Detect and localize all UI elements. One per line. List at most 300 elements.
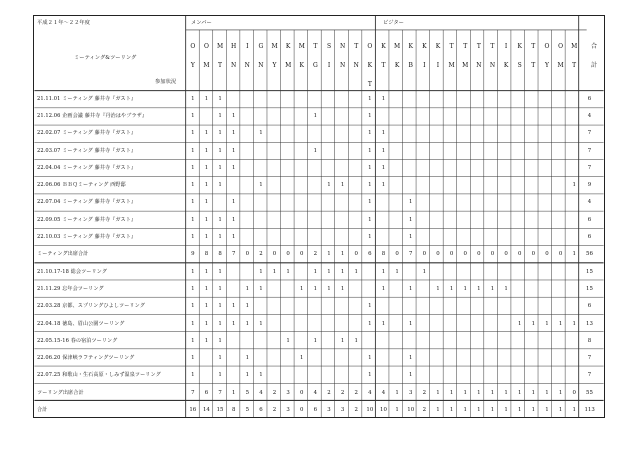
person-initial: N	[353, 62, 359, 69]
attendance-cell: 1	[572, 182, 576, 189]
attendance-cell: 1	[517, 320, 522, 327]
attendance-cell: 1	[558, 320, 563, 327]
attendance-cell: 1	[286, 337, 290, 344]
person-initial: B	[408, 62, 413, 69]
sheet-title: ミーティング&ツーリング	[74, 55, 137, 61]
person-initial: O	[190, 43, 196, 50]
attendance-cell: 0	[354, 251, 358, 258]
attendance-cell: 1	[531, 389, 536, 396]
person-initial: T	[463, 43, 468, 50]
attendance-cell: 1	[545, 320, 549, 327]
attendance-cell: 0	[531, 251, 536, 258]
attendance-cell: 15	[216, 407, 224, 414]
person-initial: K	[517, 43, 522, 50]
attendance-cell: 1	[381, 182, 386, 189]
person-initial: M	[203, 62, 210, 69]
attendance-cell: 3	[327, 407, 331, 414]
person-initial: I	[436, 62, 440, 69]
event-row-label: 22.02.07 ミーティング 藤井寺『ガスト』	[37, 130, 137, 137]
attendance-cell: 1	[436, 285, 440, 292]
person-initial: K	[367, 62, 373, 69]
person-initial: T	[490, 43, 495, 50]
attendance-cell: 1	[259, 320, 263, 327]
attendance-cell: 1	[558, 389, 563, 396]
attendance-cell: 1	[409, 320, 413, 327]
attendance-cell: 1	[191, 199, 195, 206]
members-group-label: メンバー	[191, 20, 212, 26]
attendance-cell: 14	[202, 407, 210, 414]
attendance-cell: 0	[449, 251, 454, 258]
total-header-top: 合	[590, 43, 597, 50]
attendance-cell: 1	[231, 234, 236, 241]
row-total-cell: 4	[587, 112, 592, 119]
attendance-cell: 1	[409, 234, 413, 241]
attendance-cell: 1	[231, 199, 236, 206]
attendance-cell: 3	[286, 389, 290, 396]
attendance-cell: 1	[245, 320, 249, 327]
attendance-cell: 0	[300, 251, 304, 258]
row-total-cell: 7	[587, 147, 592, 154]
attendance-cell: 1	[191, 147, 195, 154]
attendance-cell: 1	[191, 164, 195, 171]
event-row-label: 21.11.29 忘年会ツーリング	[37, 285, 104, 292]
attendance-cell: 1	[300, 285, 304, 292]
attendance-cell: 1	[245, 285, 249, 292]
attendance-cell: 1	[218, 164, 222, 171]
attendance-cell: 1	[218, 216, 222, 223]
attendance-cell: 1	[231, 164, 236, 171]
attendance-cell: 0	[517, 251, 522, 258]
attendance-cell: 1	[204, 303, 209, 310]
attendance-cell: 1	[218, 182, 222, 189]
row-total-cell: 113	[584, 407, 595, 414]
attendance-cell: 1	[409, 355, 413, 362]
attendance-cell: 1	[545, 407, 549, 414]
attendance-cell: 1	[368, 112, 372, 119]
person-initial: Y	[272, 62, 277, 69]
row-total-cell: 15	[586, 268, 593, 275]
attendance-cell: 1	[477, 389, 481, 396]
attendance-cell: 1	[463, 389, 467, 396]
attendance-cell: 1	[231, 130, 236, 137]
person-initial: O	[367, 43, 373, 50]
attendance-cell: 1	[259, 130, 263, 137]
summary-row-label: ツーリング出席合計	[37, 389, 84, 396]
attendance-cell: 0	[300, 389, 304, 396]
attendance-cell: 10	[380, 407, 387, 414]
event-row-label: 21.12.06 企画会議 藤井寺『丹治はやブラザ』	[37, 112, 148, 119]
person-initial: N	[244, 62, 250, 69]
person-initial: S	[517, 62, 522, 69]
attendance-cell: 1	[409, 199, 413, 206]
attendance-cell: 1	[218, 285, 222, 292]
attendance-cell: 1	[191, 216, 195, 223]
attendance-cell: 1	[368, 130, 372, 137]
attendance-cell: 2	[354, 389, 358, 396]
person-initial: N	[231, 62, 237, 69]
attendance-cell: 8	[231, 407, 236, 414]
attendance-cell: 1	[368, 303, 372, 310]
person-initial: O	[558, 43, 563, 50]
attendance-cell: 1	[477, 407, 481, 414]
attendance-cell: 2	[422, 407, 427, 414]
attendance-cell: 0	[490, 251, 495, 258]
attendance-cell: 1	[218, 320, 222, 327]
attendance-cell: 1	[286, 268, 290, 275]
attendance-cell: 3	[409, 389, 413, 396]
person-initial: M	[462, 62, 469, 69]
attendance-cell: 1	[504, 407, 508, 414]
event-row-label: 22.03.28 京都、スプリングひよしツーリング	[37, 303, 145, 310]
attendance-cell: 1	[231, 147, 236, 154]
event-row-label: 22.06.20 保津峡ラフティングツーリング	[37, 355, 135, 362]
attendance-cell: 1	[204, 130, 209, 137]
attendance-cell: 1	[409, 372, 413, 379]
person-initial: K	[285, 43, 291, 50]
attendance-cell: 1	[231, 389, 236, 396]
row-total-cell: 7	[587, 355, 592, 362]
person-initial: H	[231, 43, 237, 50]
attendance-cell: 1	[409, 216, 413, 223]
attendance-cell: 2	[354, 407, 358, 414]
attendance-cell: 1	[204, 337, 209, 344]
attendance-cell: 2	[259, 251, 263, 258]
person-initial: G	[258, 43, 264, 50]
attendance-cell: 0	[422, 251, 427, 258]
attendance-cell: 1	[259, 268, 263, 275]
attendance-sheet	[33, 15, 605, 418]
attendance-cell: 0	[300, 407, 304, 414]
attendance-cell: 0	[286, 251, 290, 258]
attendance-cell: 2	[272, 407, 277, 414]
attendance-cell: 1	[191, 95, 195, 102]
attendance-cell: 1	[381, 268, 386, 275]
attendance-cell: 0	[272, 251, 277, 258]
attendance-cell: 8	[204, 251, 209, 258]
attendance-cell: 1	[340, 337, 345, 344]
attendance-cell: 4	[368, 389, 372, 396]
attendance-cell: 1	[449, 389, 454, 396]
person-initial: I	[423, 62, 426, 69]
attendance-cell: 1	[436, 407, 440, 414]
attendance-cell: 1	[191, 372, 195, 379]
attendance-cell: 1	[191, 182, 195, 189]
attendance-cell: 1	[204, 182, 209, 189]
attendance-cell: 6	[259, 407, 263, 414]
attendance-cell: 5	[245, 407, 249, 414]
visitors-group-label: ビジター	[383, 20, 404, 26]
attendance-cell: 1	[381, 285, 386, 292]
row-total-cell: 6	[587, 303, 592, 310]
person-initial: T	[218, 62, 223, 69]
row-total-cell: 4	[587, 199, 592, 206]
attendance-cell: 1	[259, 182, 263, 189]
attendance-cell: 1	[231, 112, 236, 119]
event-row-label: 22.04.18 徳島、眉山公園ツーリング	[37, 320, 125, 327]
person-initial: Y	[544, 62, 549, 69]
attendance-cell: 1	[531, 320, 536, 327]
attendance-cell: 8	[218, 251, 222, 258]
attendance-cell: 1	[300, 355, 304, 362]
person-initial: M	[557, 62, 564, 69]
person-initial: M	[271, 43, 278, 50]
attendance-cell: 1	[381, 320, 386, 327]
attendance-cell: 1	[191, 303, 195, 310]
attendance-cell: 1	[191, 355, 195, 362]
attendance-cell: 1	[191, 320, 195, 327]
attendance-cell: 1	[204, 199, 209, 206]
person-initial: S	[326, 43, 332, 50]
attendance-cell: 1	[531, 407, 536, 414]
attendance-cell: 1	[368, 147, 372, 154]
person-initial: M	[285, 62, 292, 69]
attendance-cell: 1	[381, 130, 386, 137]
person-initial: N	[340, 62, 346, 69]
attendance-cell: 1	[572, 407, 576, 414]
row-total-cell: 7	[587, 130, 592, 137]
attendance-cell: 1	[327, 182, 331, 189]
attendance-cell: 1	[204, 216, 209, 223]
person-initial: K	[394, 62, 400, 69]
attendance-cell: 1	[504, 389, 508, 396]
attendance-cell: 0	[395, 251, 399, 258]
attendance-cell: 1	[463, 285, 467, 292]
event-row-label: 22.09.05 ミーティング 藤井寺『ガスト』	[37, 216, 137, 223]
attendance-cell: 1	[204, 320, 209, 327]
person-initial: I	[504, 43, 508, 50]
person-initial: M	[298, 43, 305, 50]
event-row-label: 22.10.03 ミーティング 藤井寺『ガスト』	[37, 234, 137, 241]
row-total-cell: 13	[586, 320, 593, 327]
attendance-cell: 1	[409, 285, 413, 292]
attendance-cell: 9	[191, 251, 195, 258]
person-initial: M	[394, 43, 401, 50]
attendance-cell: 1	[245, 303, 249, 310]
attendance-cell: 1	[204, 234, 209, 241]
person-initial: N	[476, 62, 482, 69]
attendance-cell: 1	[204, 285, 209, 292]
attendance-cell: 1	[517, 389, 522, 396]
attendance-cell: 1	[313, 285, 318, 292]
person-initial: T	[354, 43, 359, 50]
person-initial: T	[476, 43, 481, 50]
event-row-label: 21.11.01 ミーティング 藤井寺『ガスト』	[37, 95, 137, 102]
attendance-cell: 6	[313, 407, 318, 414]
attendance-cell: 2	[313, 251, 318, 258]
attendance-cell: 1	[354, 268, 358, 275]
attendance-cell: 16	[189, 407, 197, 414]
attendance-cell: 1	[327, 251, 331, 258]
person-initial: K	[381, 43, 386, 50]
attendance-cell: 1	[449, 407, 454, 414]
total-header-bottom: 計	[590, 62, 597, 69]
attendance-cell: 1	[313, 147, 318, 154]
attendance-cell: 1	[368, 216, 372, 223]
attendance-cell: 1	[191, 337, 195, 344]
attendance-cell: 0	[545, 251, 549, 258]
attendance-cell: 1	[381, 164, 386, 171]
attendance-cell: 1	[381, 147, 386, 154]
attendance-cell: 1	[245, 355, 249, 362]
person-initial: T	[449, 43, 454, 50]
attendance-cell: 10	[407, 407, 415, 414]
attendance-cell: 1	[368, 372, 372, 379]
row-total-cell: 56	[586, 251, 593, 258]
attendance-cell: 1	[368, 199, 372, 206]
attendance-cell: 1	[313, 337, 318, 344]
person-initial: K	[503, 62, 509, 69]
person-initial: M	[216, 43, 224, 50]
attendance-cell: 2	[327, 389, 331, 396]
person-initial: G	[312, 62, 318, 69]
attendance-cell: 7	[409, 251, 413, 258]
person-initial: N	[258, 62, 264, 69]
attendance-cell: 1	[218, 268, 222, 275]
person-initial: O	[203, 43, 209, 50]
attendance-cell: 0	[477, 251, 481, 258]
attendance-cell: 1	[231, 320, 236, 327]
attendance-cell: 1	[545, 389, 549, 396]
attendance-cell: 2	[272, 389, 277, 396]
attendance-cell: 1	[368, 182, 372, 189]
attendance-cell: 1	[204, 164, 209, 171]
attendance-cell: 1	[340, 251, 345, 258]
attendance-cell: 1	[449, 285, 454, 292]
attendance-cell: 4	[259, 389, 263, 396]
attendance-cell: 1	[218, 95, 222, 102]
person-initial: T	[367, 81, 372, 88]
attendance-cell: 1	[558, 407, 563, 414]
attendance-cell: 1	[572, 251, 576, 258]
event-row-label: 22.07.25 和歌山・生石高原・しみず温泉ツーリング	[37, 372, 161, 379]
attendance-cell: 1	[218, 337, 222, 344]
event-row-label: 22.07.04 ミーティング 藤井寺『ガスト』	[37, 199, 137, 206]
attendance-cell: 0	[436, 251, 440, 258]
attendance-cell: 4	[381, 389, 386, 396]
attendance-cell: 1	[218, 355, 222, 362]
attendance-cell: 1	[218, 130, 222, 137]
period-label: 平成２１年〜２２年度	[37, 20, 90, 26]
attendance-cell: 1	[259, 285, 263, 292]
person-initial: T	[531, 62, 536, 69]
person-initial: Y	[190, 62, 195, 69]
attendance-cell: 1	[191, 268, 195, 275]
row-total-cell: 15	[586, 285, 593, 292]
attendance-cell: 0	[245, 251, 249, 258]
row-total-cell: 6	[587, 216, 592, 223]
attendance-cell: 7	[191, 389, 195, 396]
attendance-cell: 2	[340, 389, 345, 396]
attendance-cell: 1	[395, 389, 399, 396]
person-initial: T	[313, 43, 318, 50]
attendance-cell: 1	[204, 147, 209, 154]
attendance-cell: 1	[218, 372, 222, 379]
attendance-cell: 1	[395, 407, 399, 414]
attendance-cell: 1	[340, 285, 345, 292]
attendance-cell: 1	[381, 95, 386, 102]
attendance-cell: 7	[231, 251, 236, 258]
person-initial: I	[327, 62, 331, 69]
person-initial: T	[572, 62, 577, 69]
attendance-cell: 1	[436, 389, 440, 396]
row-total-cell: 55	[586, 389, 593, 396]
attendance-cell: 1	[368, 234, 372, 241]
attendance-cell: 0	[572, 389, 576, 396]
attendance-cell: 1	[490, 389, 495, 396]
attendance-cell: 2	[422, 389, 427, 396]
attendance-cell: 1	[327, 285, 331, 292]
attendance-cell: 1	[259, 372, 263, 379]
attendance-cell: 1	[204, 268, 209, 275]
person-initial: K	[408, 43, 413, 50]
person-initial: N	[489, 62, 496, 69]
summary-row-label: 合計	[37, 407, 48, 414]
attendance-cell: 1	[218, 112, 222, 119]
attendance-cell: 1	[218, 147, 222, 154]
attendance-cell: 1	[368, 355, 372, 362]
event-row-label: 22.05.15-16 春の宿泊ツーリング	[37, 337, 118, 344]
person-initial: O	[544, 43, 550, 50]
attendance-cell: 1	[463, 407, 467, 414]
attendance-cell: 8	[381, 251, 386, 258]
attendance-cell: 0	[504, 251, 508, 258]
row-total-cell: 8	[587, 337, 592, 344]
attendance-cell: 1	[218, 303, 222, 310]
attendance-cell: 10	[366, 407, 374, 414]
attendance-cell: 1	[572, 320, 576, 327]
attendance-cell: 1	[191, 112, 195, 119]
attendance-cell: 6	[368, 251, 372, 258]
person-initial: N	[340, 43, 346, 50]
attendance-cell: 1	[204, 95, 209, 102]
attendance-cell: 1	[368, 95, 372, 102]
attendance-cell: 6	[204, 389, 209, 396]
summary-row-label: ミーティング出席合計	[37, 251, 89, 258]
attendance-cell: 1	[245, 372, 249, 379]
attendance-cell: 1	[272, 268, 277, 275]
event-row-label: 22.04.04 ミーティング 藤井寺『ガスト』	[37, 164, 137, 171]
attendance-cell: 1	[218, 234, 222, 241]
attendance-cell: 1	[368, 320, 372, 327]
person-initial: M	[448, 62, 455, 69]
attendance-cell: 4	[313, 389, 318, 396]
attendance-cell: 5	[245, 389, 249, 396]
attendance-cell: 7	[218, 389, 222, 396]
event-row-label: 22.03.07 ミーティング 藤井寺『ガスト』	[37, 147, 137, 154]
event-row-label: 21.10.17-18 総会ツーリング	[37, 268, 107, 275]
attendance-cell: 1	[191, 130, 195, 137]
attendance-cell: 1	[231, 303, 236, 310]
attendance-cell: 1	[422, 268, 427, 275]
attendance-cell: 1	[191, 234, 195, 241]
row-total-cell: 6	[587, 95, 592, 102]
row-total-cell: 9	[587, 182, 592, 189]
attendance-cell: 1	[231, 216, 236, 223]
attendance-cell: 1	[354, 337, 358, 344]
row-total-cell: 7	[587, 164, 592, 171]
attendance-cell: 1	[313, 112, 318, 119]
person-initial: I	[246, 43, 249, 50]
attendance-cell: 1	[368, 164, 372, 171]
attendance-cell: 3	[340, 407, 345, 414]
person-initial: K	[435, 43, 441, 50]
person-initial: T	[381, 62, 386, 69]
event-row-label: 22.06.06 ＢＢＱミーティング 西野邸	[37, 182, 126, 189]
attendance-cell: 0	[558, 251, 563, 258]
person-initial: M	[571, 43, 578, 50]
attendance-cell: 0	[463, 251, 467, 258]
attendance-cell: 3	[286, 407, 290, 414]
